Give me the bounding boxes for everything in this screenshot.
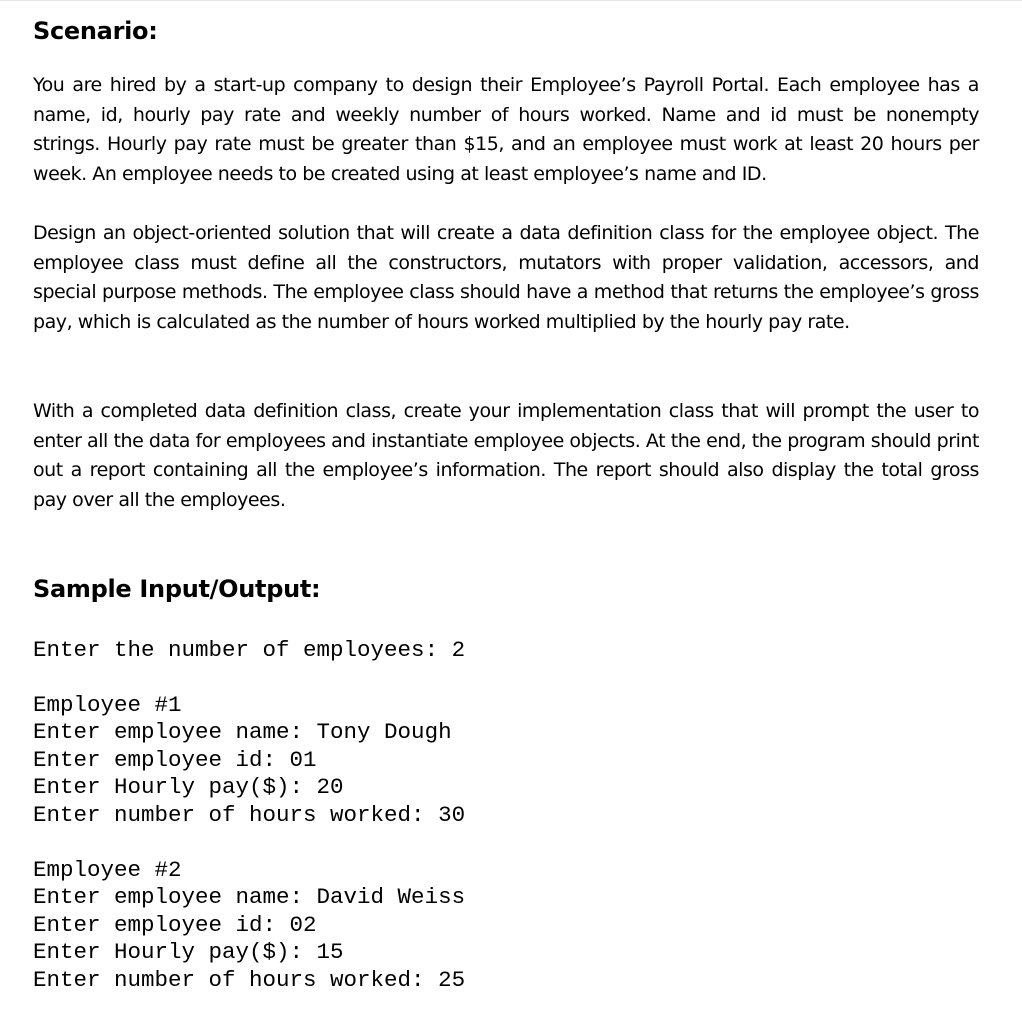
console-line-count: Enter the number of employees: 2 — [33, 637, 466, 663]
console-employee-count — [33, 637, 465, 664]
sample-io-heading: Sample Input/Output: — [33, 575, 321, 603]
console-employee-2-block — [33, 857, 465, 994]
console-employee-header: Employee #1 — [33, 692, 182, 718]
console-pay-line: Enter Hourly pay($): 20 — [33, 774, 344, 801]
console-hours-line: Enter number of hours worked: 30 — [33, 801, 466, 828]
console-id-line: Enter employee id: 02 — [33, 911, 317, 938]
console-id-line: Enter employee id: 01 — [33, 746, 317, 773]
console-employee-1-block — [33, 692, 465, 829]
scenario-paragraph-1: You are hired by a start-up company to design their Employee’s Payroll Portal. Each employee has a name, id, hourly pay rate and weekly number of hours worked. Name and id must be nonempty strings. Hourly pay rate must be greater than $15, and an employee must work at least 20 hours per week. An employee needs to be created using at least employee’s name and ID. — [33, 74, 979, 185]
console-name-line: Enter employee name: David Weiss — [33, 884, 466, 911]
scenario-paragraph-2: Design an object-oriented solution that will create a data definition class for the employee object. The employee class must define all the constructors, mutators with proper validation, accessors, and special purpose methods. The employee class should have a method that returns the employee’s gross pay, which is calculated as the number of hours worked multiplied by the hourly pay rate. — [33, 222, 979, 333]
scenario-heading: Scenario: — [33, 17, 158, 45]
console-employee-header: Employee #2 — [33, 857, 182, 883]
console-hours-line: Enter number of hours worked: 25 — [33, 966, 466, 993]
console-name-line: Enter employee name: Tony Dough — [33, 719, 452, 746]
console-pay-line: Enter Hourly pay($): 15 — [33, 939, 344, 966]
scenario-paragraph-3: With a completed data definition class, create your implementation class that will prompt the user to enter all the data for employees and instantiate employee objects. At the end, the program should print out a report containing all the employee’s information. The report should also display the total gross pay over all the employees. — [33, 400, 979, 511]
